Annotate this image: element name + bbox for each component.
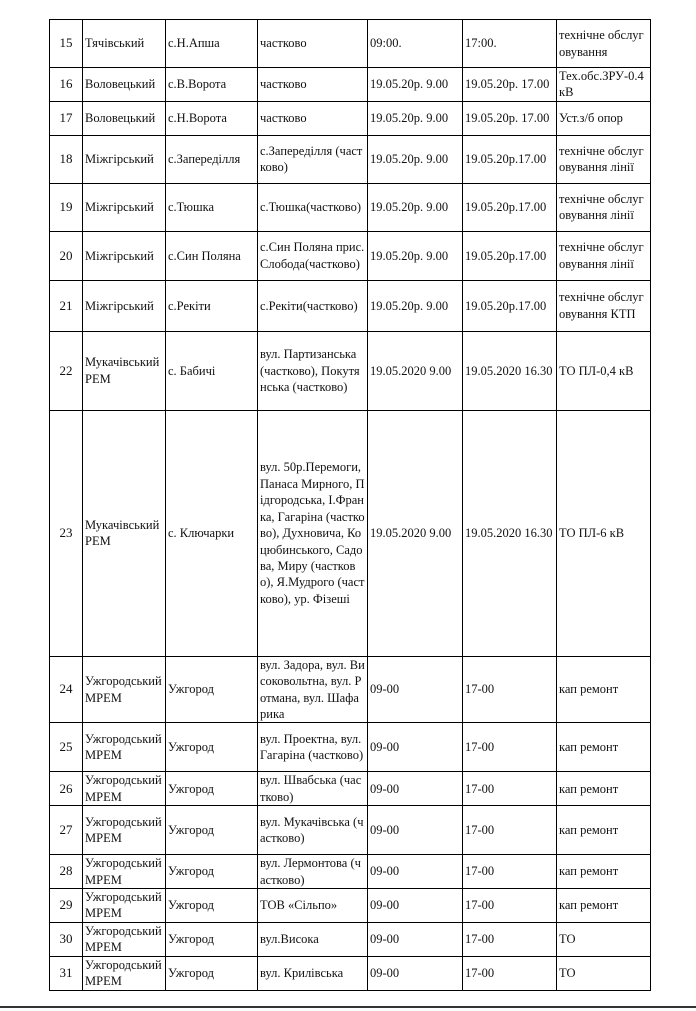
table-row <box>50 806 651 855</box>
settlement-cell: с.Запереділля <box>166 135 258 183</box>
streets-cell: вул. Мукачівська (частково) <box>258 806 368 855</box>
settlement-cell: Ужгород <box>166 889 258 923</box>
streets-cell: ТОВ «Сільпо» <box>258 889 368 923</box>
streets-cell: с.Запереділля (частково) <box>258 135 368 183</box>
start-time-cell: 09-00 <box>368 772 463 806</box>
table-row <box>50 855 651 889</box>
table-row <box>50 135 651 183</box>
district-cell: Воловецький <box>83 101 166 135</box>
settlement-cell: с.Син Поляна <box>166 231 258 280</box>
end-time-cell: 19.05.20р. 17.00 <box>463 68 557 102</box>
start-time-cell: 19.05.20р. 9.00 <box>368 68 463 102</box>
end-time-cell: 19.05.20р.17.00 <box>463 280 557 331</box>
table-row <box>50 656 651 723</box>
row-number: 24 <box>50 656 83 723</box>
start-time-cell: 09-00 <box>368 956 463 990</box>
streets-cell: с.Рекіти(частково) <box>258 280 368 331</box>
row-number: 16 <box>50 68 83 102</box>
start-time-cell: 19.05.2020 9.00 <box>368 410 463 656</box>
start-time-cell: 19.05.20р. 9.00 <box>368 101 463 135</box>
row-number: 26 <box>50 772 83 806</box>
district-cell: Міжгірський <box>83 183 166 231</box>
row-number: 20 <box>50 231 83 280</box>
table-row <box>50 331 651 410</box>
end-time-cell: 17-00 <box>463 889 557 923</box>
end-time-cell: 17-00 <box>463 772 557 806</box>
streets-cell: частково <box>258 68 368 102</box>
settlement-cell: с. Ключарки <box>166 410 258 656</box>
settlement-cell: Ужгород <box>166 772 258 806</box>
streets-cell: вул. 50р.Перемоги, Панаса Мирного, Підгородська, І.Франка, Гагаріна (частково), Духновича, Коцюбинського, Садова, Миру (частково), Я.Мудрого (частково), ур. Фізеші <box>258 410 368 656</box>
settlement-cell: с.Н.Апша <box>166 20 258 68</box>
work-type-cell: Тех.обс.ЗРУ-0.4кВ <box>557 68 651 102</box>
end-time-cell: 17-00 <box>463 806 557 855</box>
end-time-cell: 17-00 <box>463 723 557 772</box>
settlement-cell: с.Н.Ворота <box>166 101 258 135</box>
district-cell: Ужгородський МРЕМ <box>83 956 166 990</box>
end-time-cell: 17-00 <box>463 922 557 956</box>
start-time-cell: 19.05.20р. 9.00 <box>368 135 463 183</box>
start-time-cell: 09-00 <box>368 889 463 923</box>
start-time-cell: 09-00 <box>368 855 463 889</box>
row-number: 19 <box>50 183 83 231</box>
row-number: 25 <box>50 723 83 772</box>
work-type-cell: кап ремонт <box>557 806 651 855</box>
table-row <box>50 68 651 102</box>
row-number: 30 <box>50 922 83 956</box>
table-row <box>50 20 651 68</box>
start-time-cell: 09-00 <box>368 922 463 956</box>
streets-cell: вул. Проектна, вул. Гагаріна (частково) <box>258 723 368 772</box>
start-time-cell: 09-00 <box>368 656 463 723</box>
end-time-cell: 19.05.2020 16.30 <box>463 410 557 656</box>
streets-cell: частково <box>258 20 368 68</box>
work-type-cell: ТО <box>557 956 651 990</box>
row-number: 17 <box>50 101 83 135</box>
work-type-cell: технічне обслуговування лінії <box>557 135 651 183</box>
work-type-cell: Уст.з/б опор <box>557 101 651 135</box>
work-type-cell: кап ремонт <box>557 772 651 806</box>
work-type-cell: ТО ПЛ-6 кВ <box>557 410 651 656</box>
district-cell: Ужгородський МРЕМ <box>83 772 166 806</box>
outage-schedule-table <box>49 19 651 991</box>
table-row <box>50 956 651 990</box>
work-type-cell: технічне обслуговування КТП <box>557 280 651 331</box>
row-number: 27 <box>50 806 83 855</box>
start-time-cell: 09-00 <box>368 723 463 772</box>
row-number: 31 <box>50 956 83 990</box>
table-row <box>50 889 651 923</box>
settlement-cell: Ужгород <box>166 956 258 990</box>
row-number: 29 <box>50 889 83 923</box>
table-row <box>50 280 651 331</box>
row-number: 21 <box>50 280 83 331</box>
district-cell: Міжгірський <box>83 280 166 331</box>
district-cell: Ужгородський МРЕМ <box>83 855 166 889</box>
row-number: 15 <box>50 20 83 68</box>
district-cell: Ужгородський МРЕМ <box>83 656 166 723</box>
end-time-cell: 19.05.20р.17.00 <box>463 231 557 280</box>
work-type-cell: технічне обслуговування лінії <box>557 183 651 231</box>
district-cell: Мукачівський РЕМ <box>83 410 166 656</box>
streets-cell: вул. Задора, вул. Високовольтна, вул. Ротмана, вул. Шафарика <box>258 656 368 723</box>
settlement-cell: с.В.Ворота <box>166 68 258 102</box>
work-type-cell: кап ремонт <box>557 855 651 889</box>
streets-cell: вул. Лермонтова (частково) <box>258 855 368 889</box>
district-cell: Міжгірський <box>83 231 166 280</box>
streets-cell: частково <box>258 101 368 135</box>
table-row <box>50 101 651 135</box>
district-cell: Мукачівський РЕМ <box>83 331 166 410</box>
settlement-cell: Ужгород <box>166 922 258 956</box>
start-time-cell: 19.05.20р. 9.00 <box>368 183 463 231</box>
settlement-cell: Ужгород <box>166 723 258 772</box>
work-type-cell: ТО ПЛ-0,4 кВ <box>557 331 651 410</box>
table-body <box>50 20 651 991</box>
work-type-cell: технічне обслуговування <box>557 20 651 68</box>
row-number: 28 <box>50 855 83 889</box>
table-row <box>50 922 651 956</box>
settlement-cell: с.Рекіти <box>166 280 258 331</box>
page-bottom-rule <box>0 1006 696 1008</box>
end-time-cell: 17-00 <box>463 956 557 990</box>
table-row <box>50 231 651 280</box>
work-type-cell: ТО <box>557 922 651 956</box>
settlement-cell: Ужгород <box>166 806 258 855</box>
start-time-cell: 09-00 <box>368 806 463 855</box>
table-row <box>50 183 651 231</box>
district-cell: Ужгородський МРЕМ <box>83 889 166 923</box>
district-cell: Ужгородський МРЕМ <box>83 806 166 855</box>
start-time-cell: 19.05.2020 9.00 <box>368 331 463 410</box>
end-time-cell: 19.05.20р.17.00 <box>463 135 557 183</box>
streets-cell: с.Тюшка(частково) <box>258 183 368 231</box>
end-time-cell: 17-00 <box>463 656 557 723</box>
start-time-cell: 19.05.20р. 9.00 <box>368 231 463 280</box>
row-number: 23 <box>50 410 83 656</box>
end-time-cell: 17-00 <box>463 855 557 889</box>
start-time-cell: 19.05.20р. 9.00 <box>368 280 463 331</box>
table-row <box>50 723 651 772</box>
work-type-cell: технічне обслуговування лінії <box>557 231 651 280</box>
streets-cell: с.Син Поляна прис.Слобода(частково) <box>258 231 368 280</box>
end-time-cell: 17:00. <box>463 20 557 68</box>
streets-cell: вул.Висока <box>258 922 368 956</box>
end-time-cell: 19.05.2020 16.30 <box>463 331 557 410</box>
row-number: 22 <box>50 331 83 410</box>
start-time-cell: 09:00. <box>368 20 463 68</box>
end-time-cell: 19.05.20р.17.00 <box>463 183 557 231</box>
district-cell: Воловецький <box>83 68 166 102</box>
work-type-cell: кап ремонт <box>557 723 651 772</box>
end-time-cell: 19.05.20р. 17.00 <box>463 101 557 135</box>
settlement-cell: Ужгород <box>166 855 258 889</box>
settlement-cell: с.Тюшка <box>166 183 258 231</box>
streets-cell: вул. Партизанська (частково), Покутянська (частково) <box>258 331 368 410</box>
streets-cell: вул. Крилівська <box>258 956 368 990</box>
settlement-cell: Ужгород <box>166 656 258 723</box>
table-row <box>50 410 651 656</box>
streets-cell: вул. Швабська (частково) <box>258 772 368 806</box>
row-number: 18 <box>50 135 83 183</box>
table-row <box>50 772 651 806</box>
work-type-cell: кап ремонт <box>557 656 651 723</box>
work-type-cell: кап ремонт <box>557 889 651 923</box>
district-cell: Міжгірський <box>83 135 166 183</box>
settlement-cell: с. Бабичі <box>166 331 258 410</box>
district-cell: Тячівський <box>83 20 166 68</box>
district-cell: Ужгородський МРЕМ <box>83 723 166 772</box>
district-cell: Ужгородський МРЕМ <box>83 922 166 956</box>
